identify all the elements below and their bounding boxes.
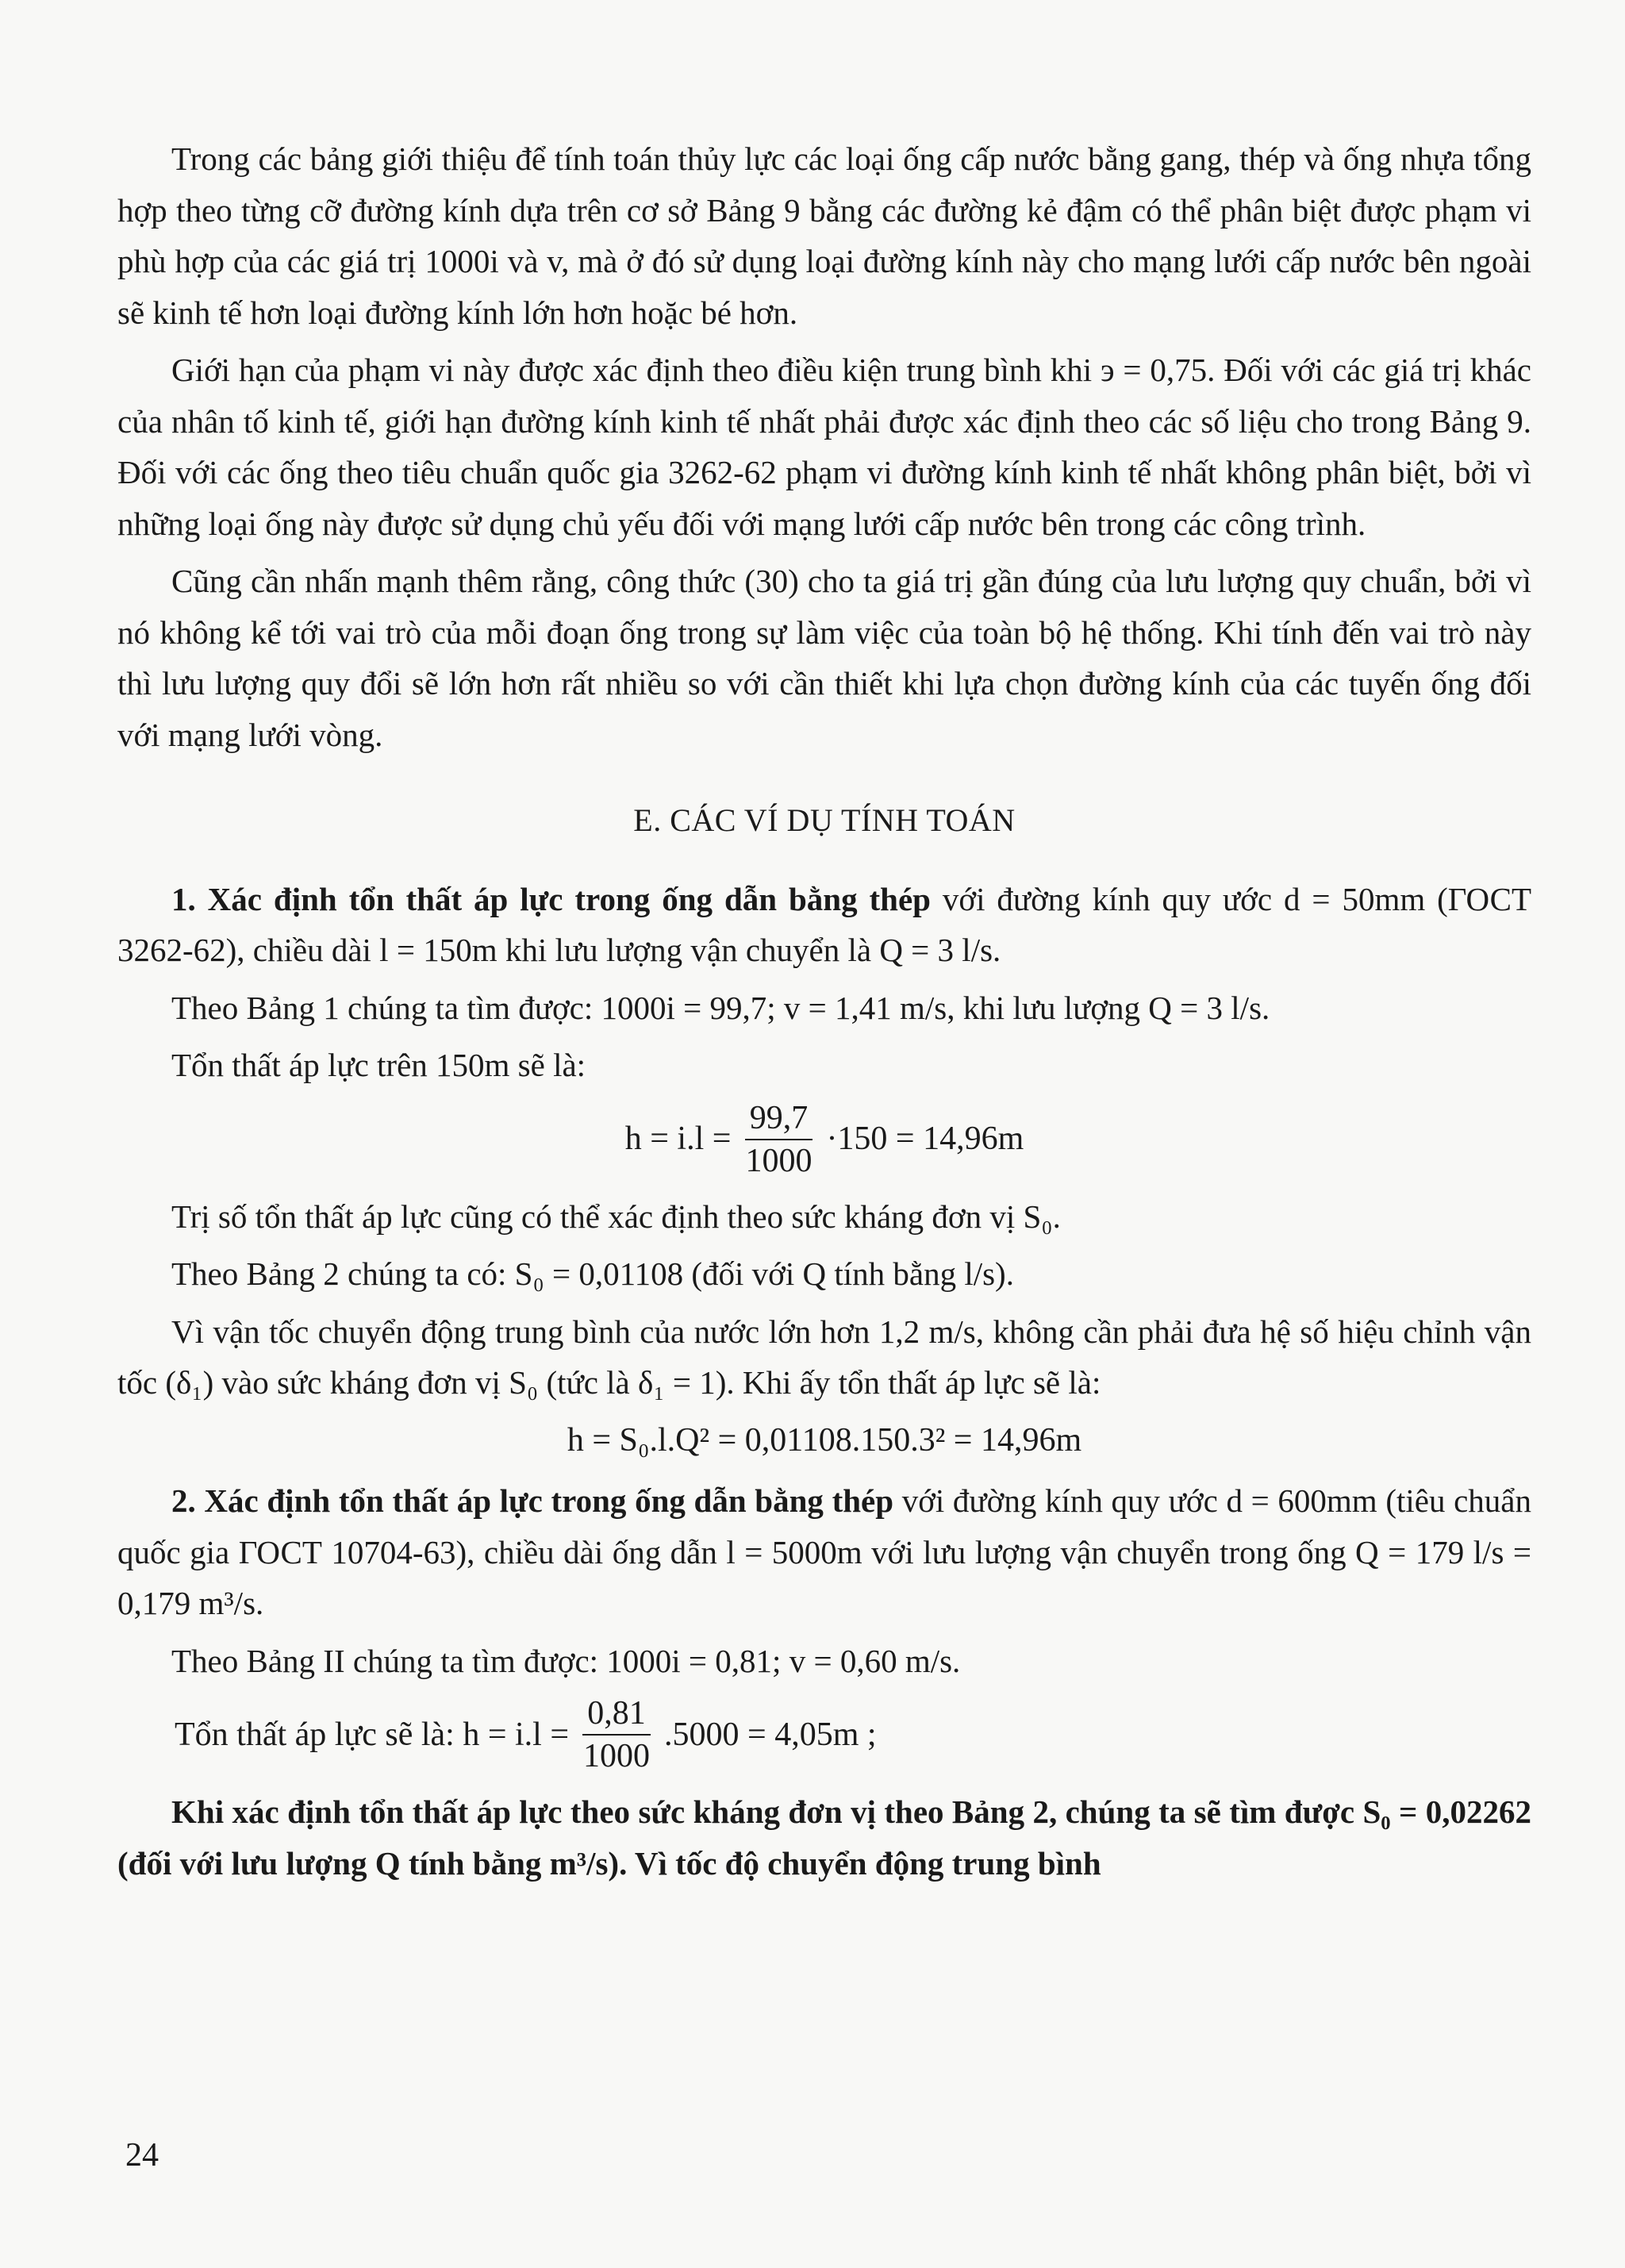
example-2-line-1: Theo Bảng II chúng ta tìm được: 1000i = 0,81; v = 0,60 m/s. (171, 1642, 961, 1679)
formula-1-rhs: ·150 = 14,96m (826, 1121, 1024, 1158)
formula-1 (117, 1097, 1531, 1182)
example-2-title-bold: 2. Xác định tổn thất áp lực trong ống dẫn bằng thép (171, 1482, 894, 1519)
example-1-line-4: Theo Bảng 2 chúng ta có: S₀ = 0,01108 (đối với Q tính bằng l/s). (171, 1255, 1014, 1292)
formula-1-numerator: 99,7 (745, 1097, 813, 1140)
formula-1-fraction (740, 1097, 816, 1182)
paragraph-2: Giới hạn của phạm vi này được xác định theo điều kiện trung bình khi э = 0,75. Đối với các giá trị khác của nhân tố kinh tế, giới hạn đường kính kinh tế nhất phải được xác định theo các số liệu cho trong Bảng 9. Đối với các ống theo tiêu chuẩn quốc gia 3262-62 phạm vi đường kính kinh tế nhất không phân biệt, bởi vì những loại ống này được sử dụng chủ yếu đối với mạng lưới cấp nước bên trong các công trình. (117, 352, 1531, 542)
example-2-line-2: Khi xác định tổn thất áp lực theo sức kháng đơn vị theo Bảng 2, chúng ta sẽ tìm được S₀ = 0,02262 (đối với lưu lượng Q tính bằng m³/s). Vì tốc độ chuyển động trung bình (117, 1793, 1531, 1882)
formula-1-lhs: h = i.l = (624, 1121, 732, 1158)
paragraph-1: Trong các bảng giới thiệu để tính toán thủy lực các loại ống cấp nước bằng gang, thép và ống nhựa tổng hợp theo từng cỡ đường kính dựa trên cơ sở Bảng 9 bằng các đường kẻ đậm có thể phân biệt được phạm vi phù hợp của các giá trị 1000i và v, mà ở đó sử dụng loại đường kính này cho mạng lưới cấp nước bên ngoài sẽ kinh tế hơn loại đường kính lớn hơn hoặc bé hơn. (117, 140, 1531, 331)
example-1-title (117, 874, 1531, 976)
example-1-line-5: Vì vận tốc chuyển động trung bình của nước lớn hơn 1,2 m/s, không cần phải đưa hệ số hiệu chỉnh vận tốc (δ₁) vào sức kháng đơn vị S₀ (tức là δ₁ = 1). Khi ấy tổn thất áp lực sẽ là: (117, 1313, 1531, 1401)
page-number: 24 (125, 2137, 159, 2174)
example-1-line-1: Theo Bảng 1 chúng ta tìm được: 1000i = 99,7; v = 1,41 m/s, khi lưu lượng Q = 3 l/s. (171, 989, 1270, 1026)
example-1-title-rest: với đường kính quy ước d = 50mm (ГОСТ 3262-62), chiều dài l = 150m khi lưu lượng vận chuyển là Q = 3 l/s. (117, 880, 1531, 968)
example-2-title-rest: với đường kính quy ước d = 600mm (tiêu chuẩn quốc gia ГОСТ 10704-63), chiều dài ống dẫn l = 5000m với lưu lượng vận chuyển trong ống Q = 179 l/s = 0,179 m³/s. (117, 1482, 1532, 1621)
formula-3 (117, 1693, 1531, 1777)
paragraph-3: Cũng cần nhấn mạnh thêm rằng, công thức (30) cho ta giá trị gần đúng của lưu lượng quy chuẩn, bởi vì nó không kể tới vai trò của mỗi đoạn ống trong sự làm việc của toàn bộ hệ thống. Khi tính đến vai trò này thì lưu lượng quy đổi sẽ lớn hơn rất nhiều so với cần thiết khi lựa chọn đường kính của các tuyến ống đối với mạng lưới vòng. (117, 563, 1531, 753)
formula-3-denominator: 1000 (583, 1738, 651, 1774)
formula-3-lhs: Tổn thất áp lực sẽ là: h = i.l = (175, 1716, 570, 1753)
formula-3-numerator: 0,81 (582, 1693, 651, 1736)
page-body (117, 133, 1531, 1895)
formula-3-fraction (578, 1693, 655, 1777)
example-1-title-bold: 1. Xác định tổn thất áp lực trong ống dẫn bằng thép (171, 880, 931, 917)
example-2-title (117, 1475, 1531, 1629)
formula-2: h = S₀.l.Q² = 0,01108.150.3² = 14,96m (567, 1421, 1082, 1459)
formula-1-denominator: 1000 (745, 1142, 812, 1179)
example-1-line-2: Tổn thất áp lực trên 150m sẽ là: (171, 1047, 586, 1083)
example-1-line-3: Trị số tổn thất áp lực cũng có thể xác định theo sức kháng đơn vị S₀. (171, 1197, 1061, 1235)
formula-3-rhs: .5000 = 4,05m ; (664, 1716, 877, 1753)
section-heading: E. CÁC VÍ DỤ TÍNH TOÁN (633, 802, 1016, 838)
